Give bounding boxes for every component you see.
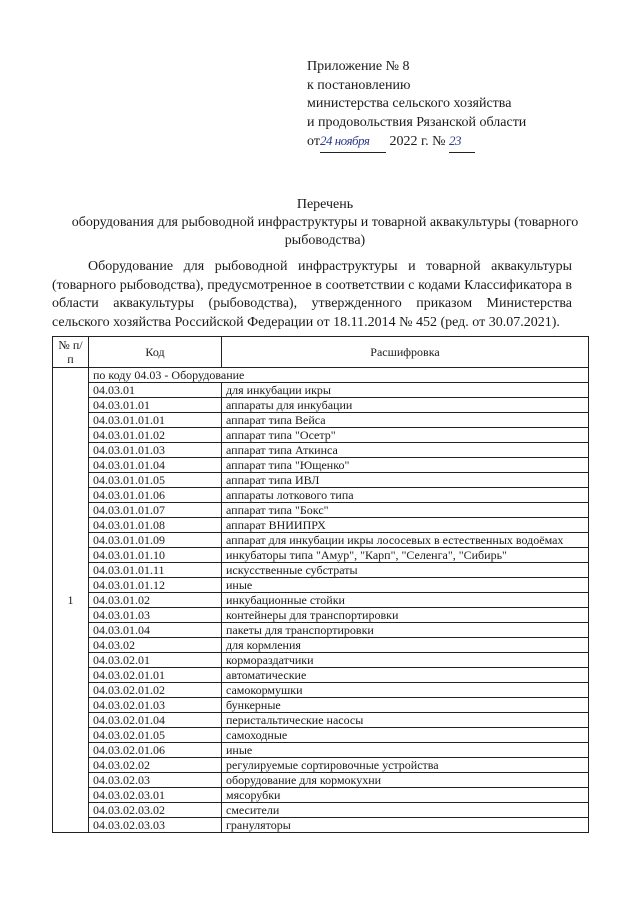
table-row [53, 788, 589, 803]
row-code: 04.03.02.03.03 [89, 818, 222, 833]
row-description: аппараты для инкубации [222, 398, 589, 413]
row-code: 04.03.01.01.07 [89, 503, 222, 518]
date-year: 2022 г. № [389, 134, 446, 149]
row-code: 04.03.02 [89, 638, 222, 653]
row-description: аппарат типа ИВЛ [222, 473, 589, 488]
row-description: самоходные [222, 728, 589, 743]
row-code: 04.03.01.01 [89, 398, 222, 413]
row-description: перистальтические насосы [222, 713, 589, 728]
appendix-date-line [307, 132, 627, 153]
row-code: 04.03.01.01.02 [89, 428, 222, 443]
row-description: иные [222, 743, 589, 758]
row-description: для кормления [222, 638, 589, 653]
table-row [53, 428, 589, 443]
row-description: аппарат типа "Ющенко" [222, 458, 589, 473]
row-description: смесители [222, 803, 589, 818]
row-description: аппарат для инкубации икры лососевых в естественных водоёмах [222, 533, 589, 548]
table-row [53, 698, 589, 713]
title-line: Перечень [296, 197, 354, 212]
row-description: инкубационные стойки [222, 593, 589, 608]
row-code: 04.03.01.02 [89, 593, 222, 608]
row-code: 04.03.01.01.01 [89, 413, 222, 428]
row-description: самокормушки [222, 683, 589, 698]
row-code: 04.03.02.01.01 [89, 668, 222, 683]
row-code: 04.03.02.03.01 [89, 788, 222, 803]
row-code: 04.03.02.02 [89, 758, 222, 773]
handwritten-date: 24 ноября [319, 133, 370, 148]
table-row [53, 548, 589, 563]
row-description: инкубаторы типа "Амур", "Карп", "Селенга", "Сибирь" [222, 548, 589, 563]
equipment-table [52, 336, 589, 833]
group-row [53, 368, 589, 383]
row-description: автоматические [222, 668, 589, 683]
date-prefix: от [307, 134, 320, 149]
table-row [53, 473, 589, 488]
appendix-line: к постановлению [307, 77, 411, 93]
title-line: оборудования для рыбоводной инфраструктуры и товарной аквакультуры (товарного рыбоводства) [71, 215, 579, 248]
row-description: аппарат ВНИИПРХ [222, 518, 589, 533]
row-code: 04.03.02.01.04 [89, 713, 222, 728]
table-row [53, 563, 589, 578]
row-description: мясорубки [222, 788, 589, 803]
table-row [53, 398, 589, 413]
row-description: для инкубации икры [222, 383, 589, 398]
table-row [53, 638, 589, 653]
row-code: 04.03.01.01.08 [89, 518, 222, 533]
row-code: 04.03.01.01.12 [89, 578, 222, 593]
row-code: 04.03.01 [89, 383, 222, 398]
table-row [53, 593, 589, 608]
table-row [53, 743, 589, 758]
row-description: оборудование для кормокухни [222, 773, 589, 788]
header-desc: Расшифровка [222, 337, 589, 368]
appendix-line: министерства сельского хозяйства [307, 96, 512, 111]
table-header-row [53, 337, 589, 368]
row-code: 04.03.02.01.05 [89, 728, 222, 743]
row-code: 04.03.01.01.06 [89, 488, 222, 503]
row-code: 04.03.02.03 [89, 773, 222, 788]
row-code: 04.03.01.01.10 [89, 548, 222, 563]
table-row [53, 653, 589, 668]
number-signature-field [449, 132, 475, 153]
row-description: аппарат типа "Осетр" [222, 428, 589, 443]
table-row [53, 818, 589, 833]
group-label: по коду 04.03 - Оборудование [89, 368, 589, 383]
row-description: иные [222, 578, 589, 593]
handwritten-number: 23 [448, 133, 461, 148]
table-row [53, 668, 589, 683]
table-body [53, 368, 589, 833]
row-description: грануляторы [222, 818, 589, 833]
table-row [53, 683, 589, 698]
row-code: 04.03.01.03 [89, 608, 222, 623]
row-description: регулируемые сортировочные устройства [222, 758, 589, 773]
row-code: 04.03.02.01.06 [89, 743, 222, 758]
row-number: 1 [53, 368, 89, 833]
row-description: аппарат типа Вейса [222, 413, 589, 428]
row-code: 04.03.01.01.05 [89, 473, 222, 488]
table-row [53, 608, 589, 623]
row-description: кормораздатчики [222, 653, 589, 668]
row-code: 04.03.01.01.04 [89, 458, 222, 473]
appendix-line: Приложение № 8 [307, 59, 410, 74]
row-description: бункерные [222, 698, 589, 713]
date-signature-field [320, 132, 386, 153]
table-row [53, 758, 589, 773]
table-row [53, 773, 589, 788]
row-code: 04.03.02.01.03 [89, 698, 222, 713]
row-code: 04.03.01.01.09 [89, 533, 222, 548]
table-row [53, 488, 589, 503]
table-row [53, 623, 589, 638]
row-description: аппарат типа Аткинса [222, 443, 589, 458]
row-description: аппарат типа "Бокс" [222, 503, 589, 518]
row-description: контейнеры для транспортировки [222, 608, 589, 623]
row-description: искусственные субстраты [222, 563, 589, 578]
appendix-header [307, 58, 627, 153]
header-num: № п/п [53, 337, 89, 368]
intro-paragraph: Оборудование для рыбоводной инфраструктуры и товарной аквакультуры (товарного рыбоводства), предусмотренное в соответствии с кодами Классификатора в области аквакультуры (рыбоводства), утвержденного приказом Министерства сельского хозяйства Российской Федерации от 18.11.2014 № 452 (ред. от 30.07.2021). [52, 259, 572, 330]
row-code: 04.03.01.01.11 [89, 563, 222, 578]
table-row [53, 713, 589, 728]
table-row [53, 518, 589, 533]
table-row [53, 578, 589, 593]
table-row [53, 533, 589, 548]
document-title [40, 196, 610, 250]
row-code: 04.03.02.01 [89, 653, 222, 668]
row-code: 04.03.01.04 [89, 623, 222, 638]
appendix-line: и продовольствия Рязанской области [307, 114, 527, 130]
table-row [53, 728, 589, 743]
row-code: 04.03.02.01.02 [89, 683, 222, 698]
table-row [53, 458, 589, 473]
table-row [53, 413, 589, 428]
table-row [53, 443, 589, 458]
table-row [53, 383, 589, 398]
row-description: пакеты для транспортировки [222, 623, 589, 638]
row-code: 04.03.02.03.02 [89, 803, 222, 818]
header-code: Код [89, 337, 222, 368]
row-code: 04.03.01.01.03 [89, 443, 222, 458]
table-row [53, 503, 589, 518]
table-row [53, 803, 589, 818]
row-description: аппараты лоткового типа [222, 488, 589, 503]
